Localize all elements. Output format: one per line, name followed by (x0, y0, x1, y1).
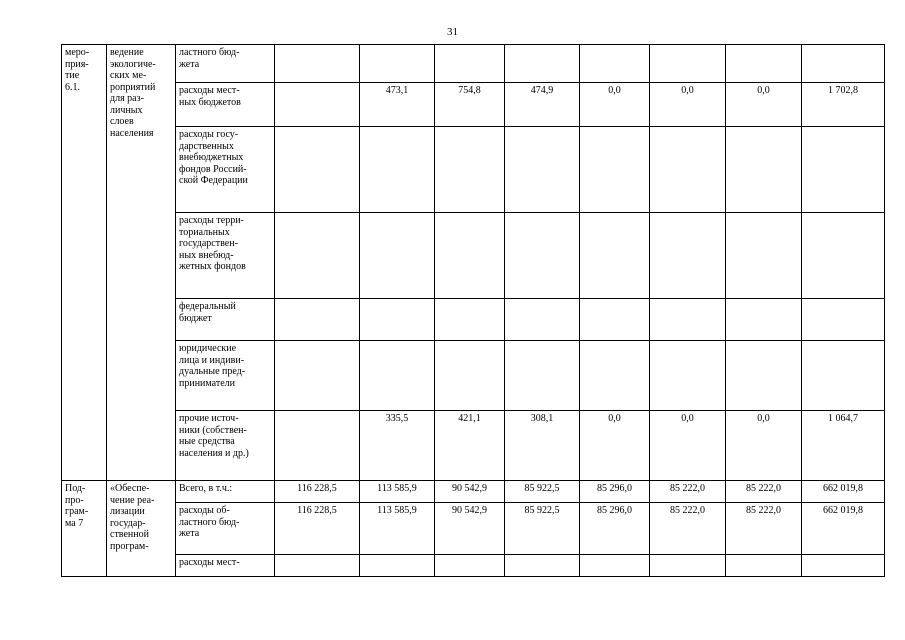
value-cell (360, 213, 435, 299)
value-cell (726, 213, 802, 299)
funding-source-cell: Всего, в т.ч.: (176, 481, 275, 503)
value-cell (650, 45, 726, 83)
table-row (62, 555, 885, 577)
funding-source-cell: федеральный бюджет (176, 299, 275, 341)
value-cell (275, 411, 360, 481)
value-cell: 116 228,5 (275, 503, 360, 555)
value-cell (726, 45, 802, 83)
value-cell (505, 127, 580, 213)
value-cell: 90 542,9 (435, 481, 505, 503)
value-cell (360, 555, 435, 577)
value-cell: 85 222,0 (726, 503, 802, 555)
value-cell (435, 127, 505, 213)
value-cell (360, 45, 435, 83)
value-cell: 662 019,8 (802, 481, 885, 503)
value-cell: 1 064,7 (802, 411, 885, 481)
value-cell (275, 341, 360, 411)
value-cell (580, 341, 650, 411)
value-cell (726, 299, 802, 341)
value-cell: 0,0 (650, 411, 726, 481)
value-cell (275, 45, 360, 83)
value-cell (650, 299, 726, 341)
table-row (62, 341, 885, 411)
funding-source-cell: прочие источ- ники (собствен- ные средства населения и др.) (176, 411, 275, 481)
value-cell (802, 127, 885, 213)
table-row (62, 299, 885, 341)
value-cell (726, 341, 802, 411)
table-row (62, 127, 885, 213)
value-cell (435, 213, 505, 299)
program-name-cell: «Обеспе- чение реа- лизации государ- ственной програм- (107, 481, 176, 577)
funding-source-cell: расходы об- ластного бюд- жета (176, 503, 275, 555)
value-cell (435, 555, 505, 577)
value-cell (505, 45, 580, 83)
funding-source-cell: ластного бюд- жета (176, 45, 275, 83)
value-cell: 308,1 (505, 411, 580, 481)
value-cell (650, 341, 726, 411)
value-cell: 754,8 (435, 83, 505, 127)
value-cell: 335,5 (360, 411, 435, 481)
value-cell (580, 127, 650, 213)
value-cell (650, 213, 726, 299)
value-cell (435, 45, 505, 83)
value-cell: 1 702,8 (802, 83, 885, 127)
value-cell: 85 296,0 (580, 481, 650, 503)
funding-source-cell: расходы мест- ных бюджетов (176, 83, 275, 127)
value-cell (580, 555, 650, 577)
table-row (62, 45, 885, 83)
value-cell (802, 341, 885, 411)
value-cell: 113 585,9 (360, 481, 435, 503)
program-name-cell: ведение экологиче- ских ме- роприятий для раз- личных слоев населения (107, 45, 176, 481)
value-cell (802, 213, 885, 299)
value-cell (802, 45, 885, 83)
value-cell: 0,0 (650, 83, 726, 127)
program-code-cell: Под- про- грам- ма 7 (62, 481, 107, 577)
table-row (62, 503, 885, 555)
value-cell: 0,0 (580, 83, 650, 127)
value-cell: 0,0 (580, 411, 650, 481)
value-cell: 116 228,5 (275, 481, 360, 503)
program-code-cell: меро- прия- тие 6.1. (62, 45, 107, 481)
value-cell: 85 222,0 (726, 481, 802, 503)
value-cell (505, 213, 580, 299)
value-cell (802, 555, 885, 577)
budget-table (61, 44, 885, 577)
value-cell: 474,9 (505, 83, 580, 127)
value-cell: 85 922,5 (505, 503, 580, 555)
value-cell (505, 299, 580, 341)
value-cell (802, 299, 885, 341)
value-cell (360, 341, 435, 411)
value-cell (726, 127, 802, 213)
value-cell: 85 222,0 (650, 503, 726, 555)
value-cell (275, 555, 360, 577)
table-row (62, 83, 885, 127)
value-cell (726, 555, 802, 577)
value-cell (580, 299, 650, 341)
funding-source-cell: расходы терри- ториальных государствен- ных внебюд- жетных фондов (176, 213, 275, 299)
value-cell (275, 213, 360, 299)
value-cell: 85 296,0 (580, 503, 650, 555)
value-cell (650, 127, 726, 213)
funding-source-cell: расходы мест- (176, 555, 275, 577)
value-cell (275, 127, 360, 213)
value-cell: 85 222,0 (650, 481, 726, 503)
value-cell: 662 019,8 (802, 503, 885, 555)
value-cell (505, 341, 580, 411)
value-cell: 421,1 (435, 411, 505, 481)
table-row (62, 411, 885, 481)
value-cell (275, 299, 360, 341)
table-row (62, 481, 885, 503)
value-cell (435, 341, 505, 411)
value-cell (360, 127, 435, 213)
value-cell (580, 45, 650, 83)
funding-source-cell: расходы госу- дарственных внебюджетных фондов Россий- ской Федерации (176, 127, 275, 213)
table-row (62, 213, 885, 299)
value-cell (650, 555, 726, 577)
page-number: 31 (447, 26, 458, 38)
value-cell (275, 83, 360, 127)
value-cell: 85 922,5 (505, 481, 580, 503)
value-cell: 0,0 (726, 411, 802, 481)
value-cell (505, 555, 580, 577)
value-cell (580, 213, 650, 299)
value-cell: 113 585,9 (360, 503, 435, 555)
value-cell: 90 542,9 (435, 503, 505, 555)
value-cell: 473,1 (360, 83, 435, 127)
value-cell: 0,0 (726, 83, 802, 127)
value-cell (435, 299, 505, 341)
value-cell (360, 299, 435, 341)
funding-source-cell: юридические лица и индиви- дуальные пред- приниматели (176, 341, 275, 411)
